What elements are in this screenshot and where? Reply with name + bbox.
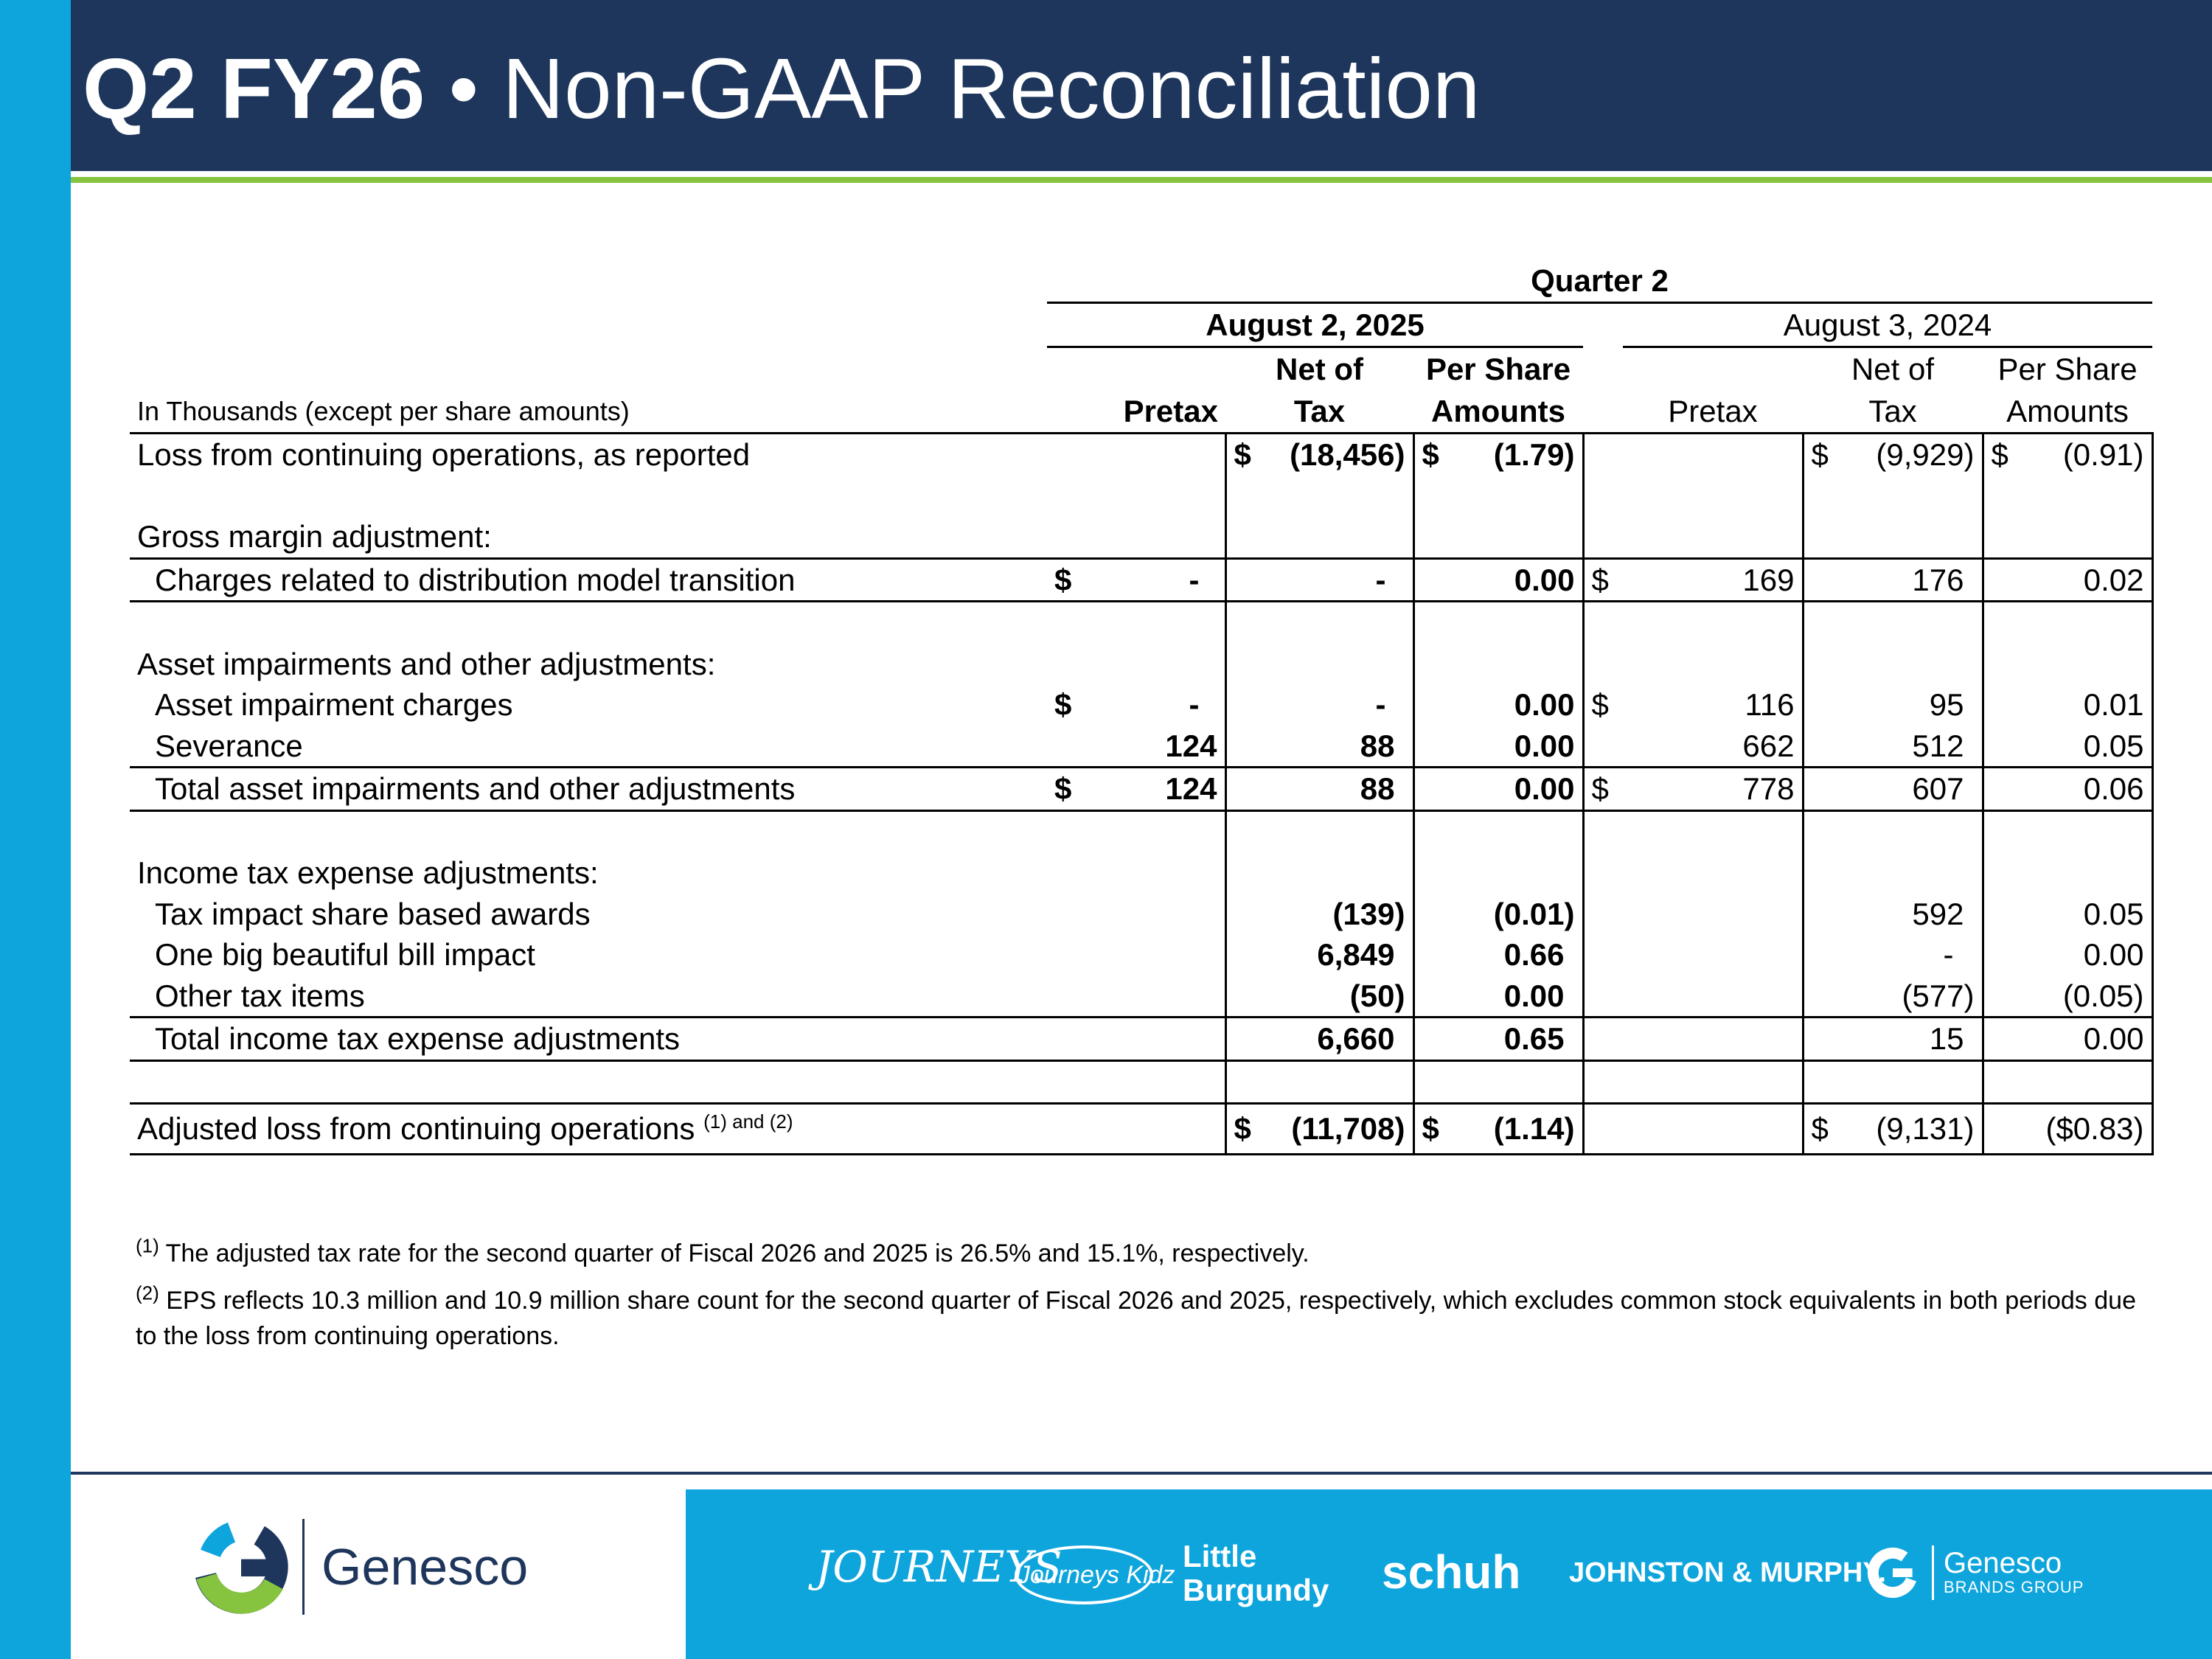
row-label: One big beautiful bill impact [155,937,535,972]
footer-divider [71,1472,2212,1475]
dollar-sign: $ [1422,437,1439,472]
row-adjusted-loss [130,1104,2152,1155]
value-ps24: 0.05 [1983,726,2152,768]
value-ps25: 0.00 [1413,726,1583,768]
dollar-sign: $ [1054,562,1072,597]
page-title [83,41,1481,136]
header-row-periods [130,303,2152,347]
value-ps25: 0.66 [1413,934,1583,975]
schuh-logo: schuh [1382,1545,1521,1599]
row-tax-impact-share [130,894,2152,935]
logo-divider [302,1519,305,1615]
value-ps25: 0.00 [1413,975,1583,1018]
row-charges-distribution [130,558,2152,602]
little-text: Little [1183,1539,1257,1573]
value-ps25: 0.65 [1413,1018,1583,1061]
row-total-income-tax [130,1018,2152,1061]
value-net25: (18,456) [1290,437,1405,472]
value-net24: 607 [1803,768,1983,811]
value-ps24: 0.02 [1983,558,2152,602]
col-net-of-2025: Net of [1276,352,1363,386]
header-row-cols-1 [130,347,2152,391]
value-pre24: 662 [1623,726,1803,768]
value-ps24: 0.00 [1983,934,2152,975]
value-pre24: 169 [1623,558,1803,602]
brands-logo-divider [1932,1545,1934,1600]
value-pre25: - [1189,687,1200,722]
value-net24: (9,929) [1876,437,1975,472]
value-net25: 6,660 [1225,1018,1413,1061]
dollar-sign: $ [1591,771,1609,806]
units-label: In Thousands (except per share amounts) [137,396,630,426]
value-pre24: 778 [1623,768,1803,811]
value-net24: - [1803,934,1983,975]
value-ps24: 0.01 [1983,684,2152,726]
title-subject: • Non-GAAP Reconciliation [448,41,1481,136]
footnote-text: The adjusted tax rate for the second quarter of Fiscal 2026 and 2025 is 26.5% and 15.1%, respectively. [165,1239,1310,1267]
row-spacer [130,476,2152,517]
col-per-share-2025: Per Share [1425,352,1571,386]
value-net25: 6,849 [1225,934,1413,975]
little-burgundy-logo [1183,1540,1329,1607]
dollar-sign: $ [1054,771,1072,806]
journeys-kidz-logo: Journeys Kidz [1015,1545,1153,1604]
row-loss-reported [130,434,2152,476]
row-gross-margin-header [130,516,2152,558]
value-net25: 88 [1225,768,1413,811]
section-label: Gross margin adjustment: [137,519,492,554]
dollar-sign: $ [1591,687,1609,722]
row-spacer [130,810,2152,852]
footnotes [136,1236,2141,1366]
title-quarter: Q2 FY26 [83,41,425,136]
value-ps24: 0.06 [1983,768,2152,811]
col-pretax-2025: Pretax [1123,394,1218,428]
row-label: Severance [155,728,303,763]
col-amounts-2025: Amounts [1431,394,1565,428]
burgundy-text: Burgundy [1183,1573,1329,1607]
value-net24: 95 [1803,684,1983,726]
value-pre24: 116 [1623,684,1803,726]
value-pre25: - [1189,562,1200,597]
dollar-sign: $ [1234,1111,1251,1147]
footnote-2 [136,1283,2141,1354]
footnote-text: EPS reflects 10.3 million and 10.9 million share count for the second quarter of Fiscal 2026 and 2025, respectively, which excludes common stock equivalents in both periods due to the loss from continuing operations. [136,1287,2136,1350]
section-label: Asset impairments and other adjustments: [137,646,716,681]
journeys-logo: JOURNEYS [815,1542,1062,1592]
value-net25: 88 [1225,726,1413,768]
col-tax-2024: Tax [1868,394,1917,428]
row-label: Total income tax expense adjustments [155,1021,681,1056]
row-severance [130,726,2152,768]
value-ps25: (0.01) [1413,894,1583,935]
row-label: Charges related to distribution model transition [155,562,796,597]
row-label: Other tax items [155,978,365,1013]
value-ps25: (1.14) [1493,1111,1575,1147]
genesco-brands-g-icon [1865,1545,1920,1600]
footnote-ref: (1) and (2) [703,1110,793,1133]
col-net-of-2024: Net of [1851,352,1935,386]
dollar-sign: $ [1811,1111,1829,1147]
period-2025: August 2, 2025 [1047,303,1583,347]
dollar-sign: $ [1234,437,1251,472]
value-ps25: 0.00 [1413,558,1583,602]
value-ps24: (0.91) [2062,437,2144,472]
col-amounts-2024: Amounts [2006,394,2129,428]
value-ps25: 0.00 [1413,768,1583,811]
value-net24: 176 [1803,558,1983,602]
dollar-sign: $ [1054,687,1072,722]
value-pre25: 124 [1165,771,1217,806]
value-net25: - [1225,558,1413,602]
value-net25: (139) [1225,894,1413,935]
row-income-tax-header [130,852,2152,894]
value-net24: (577) [1803,975,1983,1018]
value-pre25: 124 [1047,726,1225,768]
row-asset-impairment [130,684,2152,726]
reconciliation-table [130,260,2154,1155]
row-other-tax [130,975,2152,1018]
row-label: Total asset impairments and other adjustments [155,771,796,806]
row-asset-header [130,644,2152,685]
johnston-murphy-logo: JOHNSTON & MURPHY. [1569,1557,1887,1588]
header-row-cols-2 [130,390,2152,434]
period-2024: August 3, 2024 [1623,303,2152,347]
footnote-1 [136,1236,2141,1271]
value-net24: 592 [1803,894,1983,935]
col-pretax-2024: Pretax [1668,394,1758,428]
dollar-sign: $ [1422,1111,1439,1147]
left-accent-bar [0,0,71,1659]
value-ps24: (0.05) [1983,975,2152,1018]
value-net25: (50) [1225,975,1413,1018]
section-label: Income tax expense adjustments: [137,855,599,890]
row-spacer [130,1060,2152,1104]
genesco-g-logo-icon [193,1519,289,1615]
brands-group-text: BRANDS GROUP [1944,1578,2084,1596]
value-ps25: 0.00 [1413,684,1583,726]
row-label: Tax impact share based awards [155,896,591,931]
quarter-label: Quarter 2 [1047,260,2152,303]
value-net25: - [1225,684,1413,726]
row-label: Adjusted loss from continuing operations [137,1111,695,1146]
header-row-quarter [130,260,2152,303]
value-ps24: 0.05 [1983,894,2152,935]
row-big-bill [130,934,2152,975]
col-per-share-2024: Per Share [1997,352,2138,386]
header-divider [71,177,2212,183]
value-net25: (11,708) [1291,1111,1405,1147]
value-net24: (9,131) [1876,1111,1975,1147]
row-label: Asset impairment charges [155,687,513,722]
footnote-mark: (1) [136,1234,159,1257]
col-tax-2025: Tax [1293,394,1346,428]
footnote-mark: (2) [136,1281,159,1304]
value-ps24: ($0.83) [1983,1104,2152,1155]
dollar-sign: $ [1811,437,1829,472]
row-total-asset [130,768,2152,811]
dollar-sign: $ [1991,437,2008,472]
row-label: Loss from continuing operations, as reported [137,437,751,472]
genesco-brands-group-logo [1944,1548,2084,1597]
genesco-wordmark: Genesco [321,1538,529,1596]
value-net24: 15 [1803,1018,1983,1061]
genesco-brands-text: Genesco [1944,1547,2062,1579]
value-ps24: 0.00 [1983,1018,2152,1061]
value-net24: 512 [1803,726,1983,768]
row-spacer [130,602,2152,644]
value-ps25: (1.79) [1493,437,1575,472]
dollar-sign: $ [1591,562,1609,597]
